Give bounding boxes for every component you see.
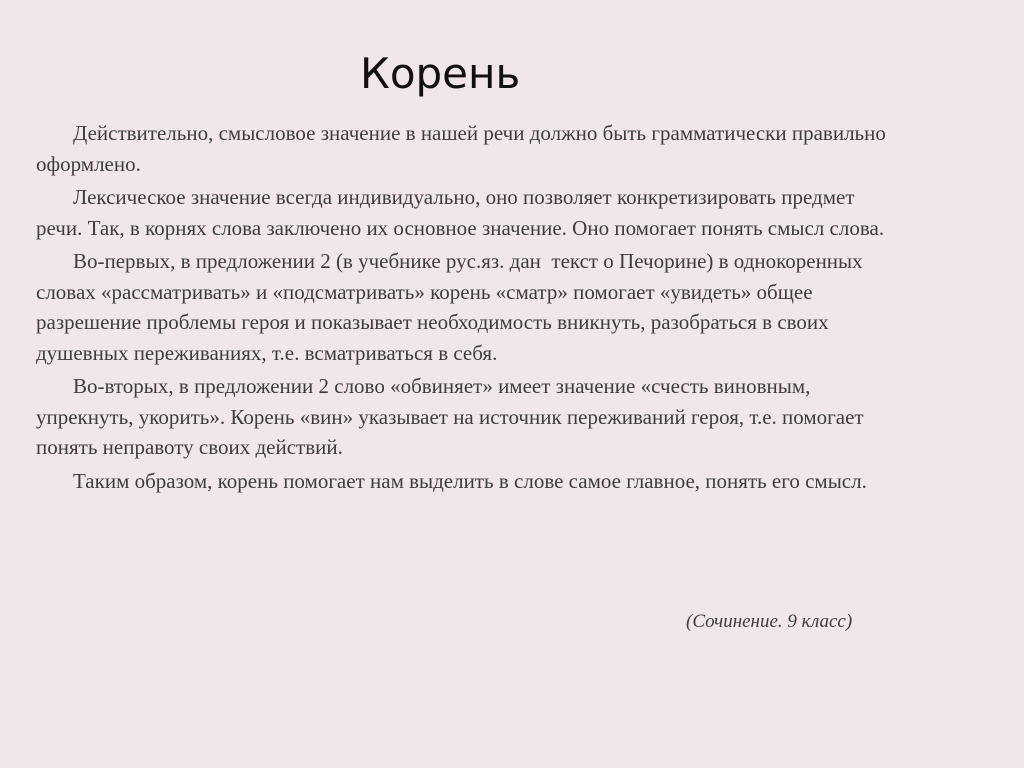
source-caption: (Сочинение. 9 класс) bbox=[686, 611, 853, 632]
paragraph-lexical-meaning: Лексическое значение всегда индивидуально, оно позволяет конкретизировать предмет речи. Так, в корнях слова заключено их основное значение. Оно помогает понять смысл слова. bbox=[36, 185, 885, 240]
paragraph-intro: Действительно, смысловое значение в нашей речи должно быть грамматически правильно оформлено. bbox=[36, 121, 892, 176]
slide-title: Корень bbox=[360, 49, 521, 98]
paragraph-first-example: Во-первых, в предложении 2 (в учебнике рус.яз. дан текст о Печорине) в однокоренных словах «рассматривать» и «подсматривать» корень «сматр» помогает «увидеть» общее разрешение проблемы героя и показывает необходимость вникнуть, разобраться в своих душевных переживаниях, т.е. всматриваться в себя. bbox=[36, 249, 868, 365]
paragraph-conclusion: Таким образом, корень помогает нам выделить в слове самое главное, понять его смысл. bbox=[73, 468, 867, 493]
essay-body bbox=[36, 118, 896, 499]
paragraph-second-example: Во-вторых, в предложении 2 слово «обвиняет» имеет значение «счесть виновным, упрекнуть, укорить». Корень «вин» указывает на источник переживаний героя, т.е. помогает понять неправоту своих действий. bbox=[36, 374, 869, 459]
